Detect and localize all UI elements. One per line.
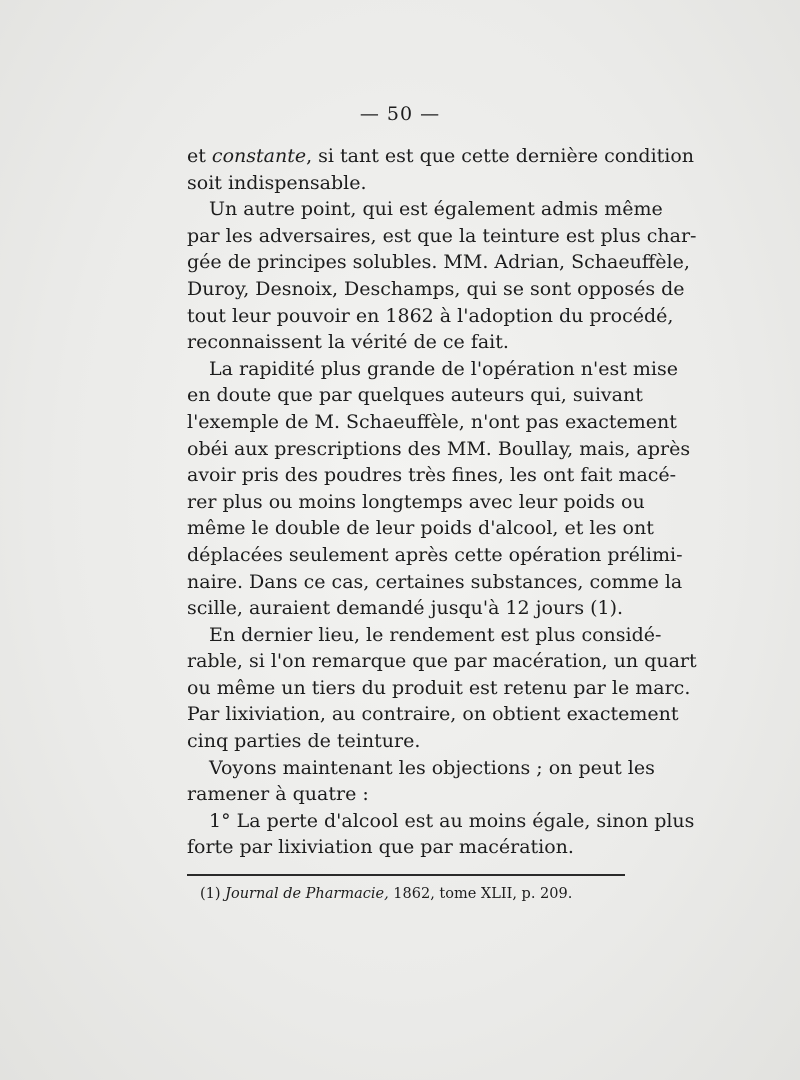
text-line: avoir pris des poudres très fines, les ont fait macé-	[187, 464, 677, 487]
text-line: tout leur pouvoir en 1862 à l'adoption du procédé,	[187, 304, 674, 327]
text-line: par les adversaires, est que la teinture est plus char-	[187, 224, 697, 247]
paragraph-start: Un autre point, qui est également admis même	[209, 198, 663, 221]
text-line: déplacées seulement après cette opération prélimi-	[187, 543, 683, 566]
paragraph-start: En dernier lieu, le rendement est plus considé-	[209, 623, 662, 646]
text-line: rable, si l'on remarque que par macération, un quart	[187, 650, 697, 673]
text-line: gée de principes solubles. MM. Adrian, Schaeuffèle,	[187, 251, 690, 274]
footnote-journal: Journal de Pharmacie,	[225, 886, 389, 902]
paragraph-start: 1° La perte d'alcool est au moins égale, sinon plus	[209, 809, 695, 832]
text-line: même le double de leur poids d'alcool, et les ont	[187, 517, 654, 540]
text-line-start: et	[187, 145, 212, 167]
footnote	[200, 886, 620, 902]
footnote-marker: (1)	[200, 886, 226, 902]
text-line: scille, auraient demandé jusqu'à 12 jours (1).	[187, 597, 624, 620]
text-line: obéi aux prescriptions des MM. Boullay, mais, après	[187, 437, 691, 460]
text-line: l'exemple de M. Schaeuffèle, n'ont pas exactement	[187, 410, 677, 433]
text-line: en doute que par quelques auteurs qui, suivant	[187, 384, 643, 407]
text-line: cinq parties de teinture.	[187, 730, 421, 753]
text-line: Par lixiviation, au contraire, on obtient exactement	[187, 703, 679, 726]
body-text	[187, 143, 697, 861]
text-line: reconnaissent la vérité de ce fait.	[187, 331, 509, 354]
text-line-end: , si tant est que cette dernière condition	[306, 145, 695, 167]
text-line	[187, 143, 695, 170]
footnote-citation: 1862, tome XLII, p. 209.	[388, 886, 573, 902]
paragraph-start: Voyons maintenant les objections ; on peut les	[209, 756, 655, 779]
text-line: ramener à quatre :	[187, 783, 369, 806]
paragraph-start: La rapidité plus grande de l'opération n'est mise	[209, 357, 678, 380]
text-line: ou même un tiers du produit est retenu par le marc.	[187, 676, 691, 699]
text-line: forte par lixiviation que par macération.	[187, 836, 574, 859]
text-line: naire. Dans ce cas, certaines substances, comme la	[187, 570, 683, 593]
text-line: soit indispensable.	[187, 171, 367, 194]
footnote-divider	[187, 874, 625, 876]
page-number: — 50 —	[359, 103, 441, 125]
text-line: Duroy, Desnoix, Deschamps, qui se sont opposés de	[187, 277, 685, 300]
italic-word: constante	[211, 145, 307, 167]
text-line: rer plus ou moins longtemps avec leur poids ou	[187, 490, 645, 513]
